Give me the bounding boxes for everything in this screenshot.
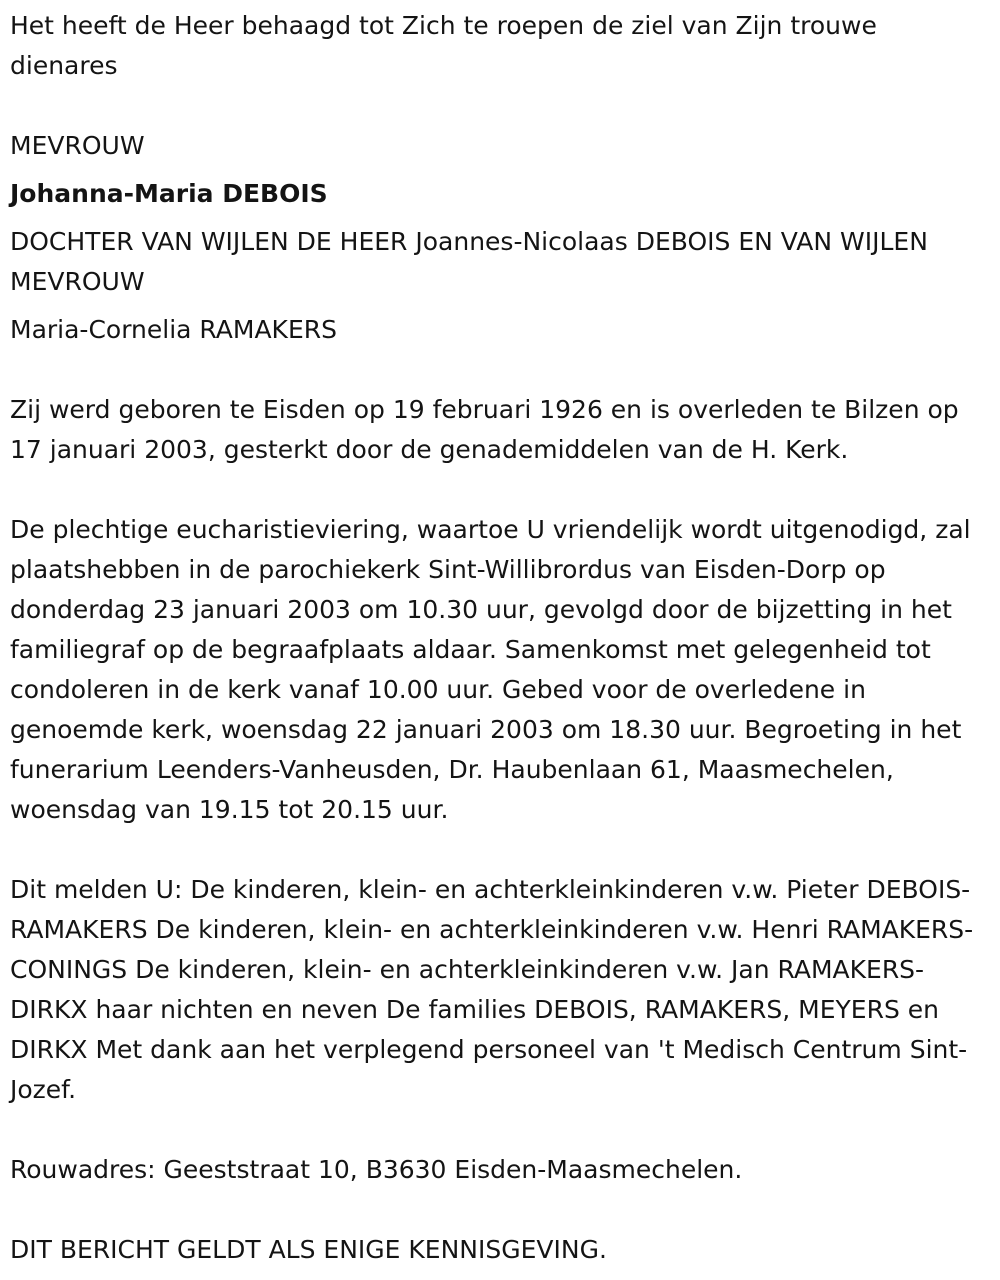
spacer bbox=[10, 830, 990, 870]
title-word: MEVROUW bbox=[10, 131, 145, 160]
mother-name: Maria-Cornelia RAMAKERS bbox=[10, 315, 337, 344]
parents-line: DOCHTER VAN WIJLEN DE HEER Joannes-Nicolaas DEBOIS EN VAN WIJLEN MEVROUW bbox=[10, 227, 928, 296]
spacer bbox=[10, 350, 990, 390]
spacer bbox=[10, 470, 990, 510]
intro-text: Het heeft de Heer behaagd tot Zich te roepen de ziel van Zijn trouwe dienares bbox=[10, 11, 877, 80]
mourning-address: Rouwadres: Geeststraat 10, B3630 Eisden-Maasmechelen. bbox=[10, 1155, 743, 1184]
birth-death-paragraph: Zij werd geboren te Eisden op 19 februari 1926 en is overleden te Bilzen op 17 januari 2003, gesterkt door de genademiddelen van de H. Kerk. bbox=[10, 395, 959, 464]
deceased-name: Johanna-Maria DEBOIS bbox=[10, 179, 328, 208]
ceremony-paragraph: De plechtige eucharistieviering, waartoe U vriendelijk wordt uitgenodigd, zal plaatshebben in de parochiekerk Sint-Willibrordus van Eisden-Dorp op donderdag 23 januari 2003 om 10.30 uur, gevolgd door de bijzetting in het familiegraf op de begraafplaats aldaar. Samenkomst met gelegenheid tot condoleren in de kerk vanaf 10.00 uur. Gebed voor de overledene in genoemde kerk, woensdag 22 januari 2003 om 18.30 uur. Begroeting in het funerarium Leenders-Vanheusden, Dr. Haubenlaan 61, Maasmechelen, woensdag van 19.15 tot 20.15 uur. bbox=[10, 515, 971, 824]
announced-by-paragraph: Dit melden U: De kinderen, klein- en achterkleinkinderen v.w. Pieter DEBOIS-RAMAKERS De kinderen, klein- en achterkleinkinderen v.w. Henri RAMAKERS-CONINGS De kinderen, klein- en achterkleinkinderen v.w. Jan RAMAKERS-DIRKX haar nichten en neven De families DEBOIS, RAMAKERS, MEYERS en DIRKX Met dank aan het verplegend personeel van 't Medisch Centrum Sint-Jozef. bbox=[10, 875, 974, 1104]
closing-notice: DIT BERICHT GELDT ALS ENIGE KENNISGEVING. bbox=[10, 1235, 607, 1264]
spacer bbox=[10, 1110, 990, 1150]
spacer bbox=[10, 1190, 990, 1230]
spacer bbox=[10, 86, 990, 126]
